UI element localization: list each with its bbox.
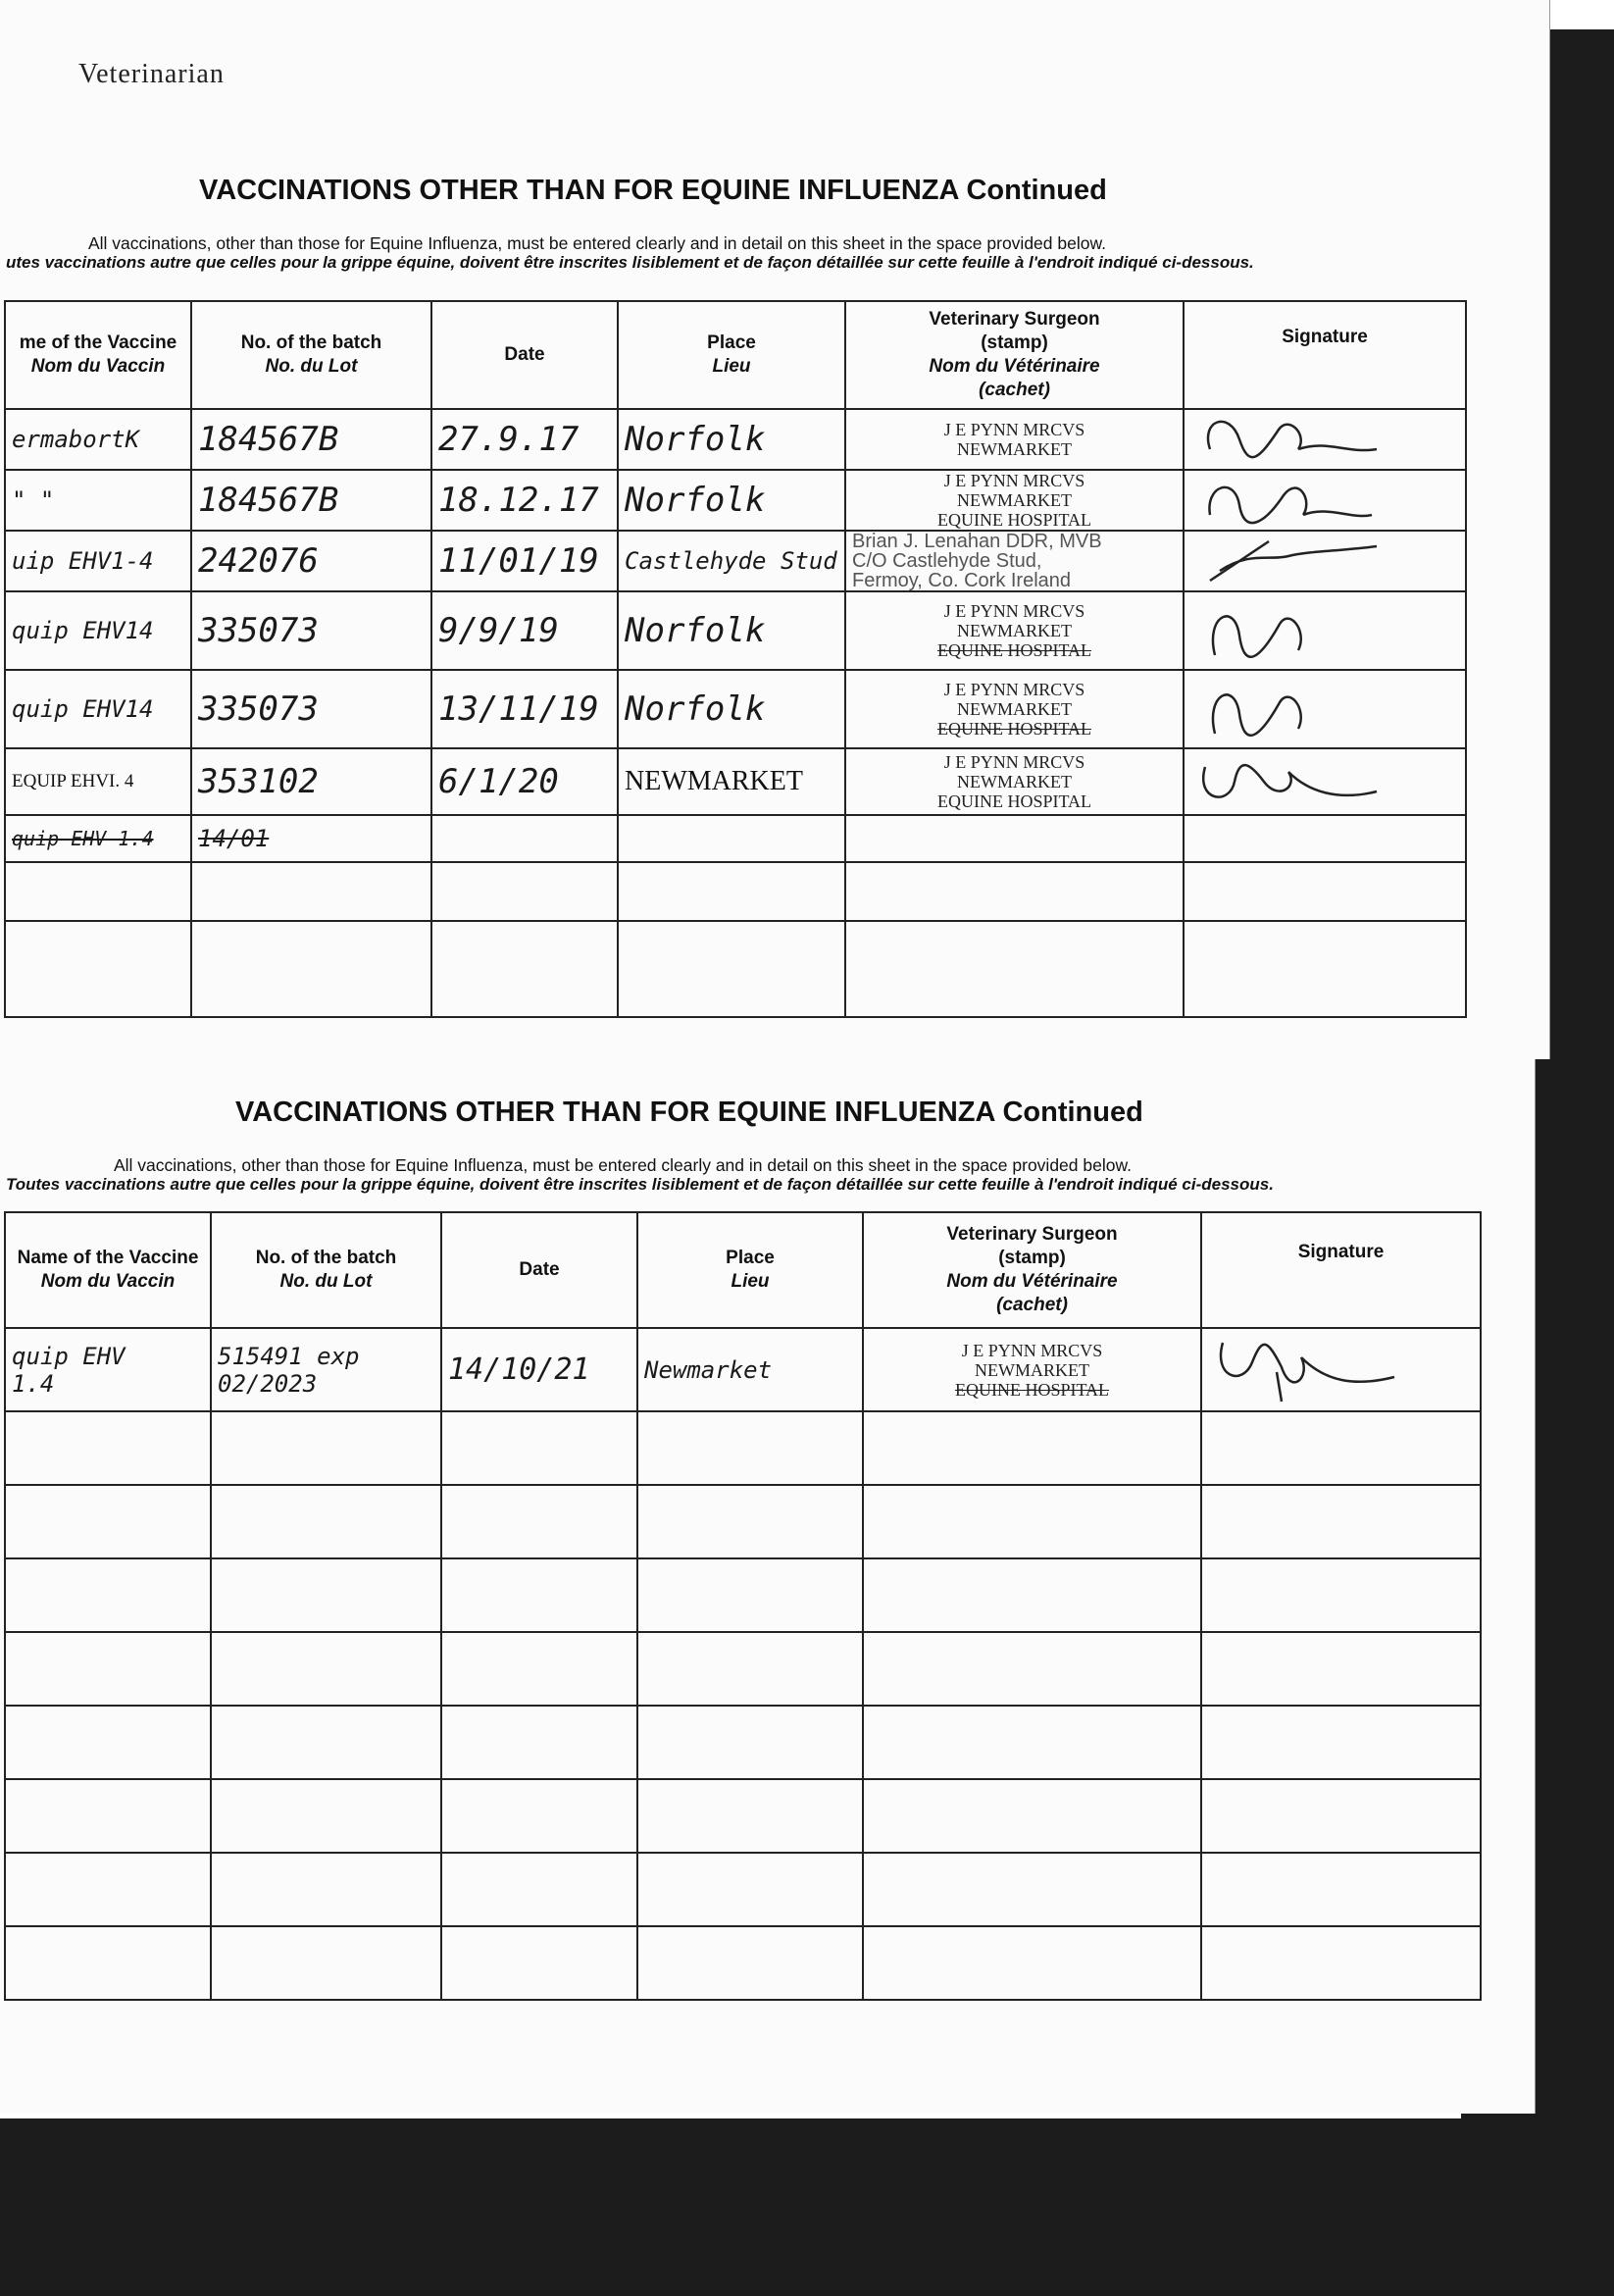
signature-cell [1184, 815, 1466, 862]
signature-scribble [1190, 752, 1387, 811]
col-vet-header: Veterinary Surgeon (stamp) Nom du Vétérinaire (cachet) [845, 301, 1184, 409]
signature-scribble [1190, 532, 1387, 590]
table-row [5, 1779, 1481, 1853]
col-date-header: Date [441, 1212, 637, 1328]
signature-cell [1184, 470, 1466, 531]
col-signature-header: Signature [1201, 1212, 1481, 1328]
place-cell: Norfolk [618, 409, 845, 470]
scan-edge-bottom [0, 2118, 1614, 2296]
table-row [5, 670, 1466, 748]
signature-scribble [1190, 471, 1387, 530]
col-batch-header: No. of the batch No. du Lot [211, 1212, 441, 1328]
batch-cell: 515491 exp 02/2023 [211, 1328, 441, 1411]
place-cell: NEWMARKET [618, 748, 845, 815]
batch-cell: 335073 [191, 591, 431, 670]
place-cell: Castlehyde Stud [618, 531, 845, 591]
place-cell: Newmarket [637, 1328, 863, 1411]
col-place-header: Place Lieu [618, 301, 845, 409]
table-row [5, 1706, 1481, 1779]
table-row [5, 1926, 1481, 2000]
vet-stamp: Brian J. Lenahan DDR, MVB C/O Castlehyde Stud, Fermoy, Co. Cork Ireland [845, 531, 1184, 591]
place-cell: Norfolk [618, 670, 845, 748]
section-2-title: VACCINATIONS OTHER THAN FOR EQUINE INFLUENZA Continued [235, 1097, 1143, 1128]
vaccine-cell: EQUIP EHVI. 4 [5, 748, 191, 815]
col-signature-header: Signature [1184, 301, 1466, 409]
section-2-instruction-en: All vaccinations, other than those for Equine Influenza, must be entered clearly and in detail on this sheet in the space provided below. [114, 1155, 1133, 1175]
date-cell: 27.9.17 [431, 409, 618, 470]
vet-stamp [845, 815, 1184, 862]
batch-cell: 184567B [191, 409, 431, 470]
section-1-title: VACCINATIONS OTHER THAN FOR EQUINE INFLUENZA Continued [199, 175, 1107, 206]
section-1-instruction-fr: utes vaccinations autre que celles pour la grippe équine, doivent être inscrites lisiblement et de façon détaillée sur cette feuille à l'endroit indiqué ci-dessous. [6, 253, 1254, 272]
table-row [5, 1558, 1481, 1632]
signature-scribble [1190, 675, 1387, 743]
col-vaccine-header: me of the Vaccine Nom du Vaccin [5, 301, 191, 409]
table-row [5, 1853, 1481, 1926]
col-batch-header: No. of the batch No. du Lot [191, 301, 431, 409]
date-cell: 18.12.17 [431, 470, 618, 531]
table-row [5, 748, 1466, 815]
table-row [5, 1328, 1481, 1411]
batch-cell: 335073 [191, 670, 431, 748]
batch-cell: 184567B [191, 470, 431, 531]
table-row [5, 409, 1466, 470]
batch-cell: 242076 [191, 531, 431, 591]
vaccine-cell: quip EHV14 [5, 591, 191, 670]
section-2-instruction-fr: Toutes vaccinations autre que celles pour la grippe équine, doivent être inscrites lisiblement et de façon détaillée sur cette feuille à l'endroit indiqué ci-dessous. [6, 1175, 1274, 1194]
vaccine-cell: quip EHV14 [5, 670, 191, 748]
signature-scribble [1190, 596, 1387, 665]
signature-scribble [1190, 410, 1387, 469]
vet-stamp: J E PYNN MRCVS NEWMARKET [845, 409, 1184, 470]
date-cell [431, 815, 618, 862]
date-cell: 6/1/20 [431, 748, 618, 815]
table-row [5, 1485, 1481, 1558]
table-row [5, 1411, 1481, 1485]
vaccine-cell: uip EHV1-4 [5, 531, 191, 591]
date-cell: 13/11/19 [431, 670, 618, 748]
table-row [5, 862, 1466, 921]
vet-stamp: J E PYNN MRCVS NEWMARKET EQUINE HOSPITAL [845, 748, 1184, 815]
date-cell: 11/01/19 [431, 531, 618, 591]
signature-cell [1201, 1328, 1481, 1411]
date-cell: 9/9/19 [431, 591, 618, 670]
vet-stamp: J E PYNN MRCVS NEWMARKET EQUINE HOSPITAL [863, 1328, 1201, 1411]
col-vet-header: Veterinary Surgeon (stamp) Nom du Vétérinaire (cachet) [863, 1212, 1201, 1328]
col-date-header: Date [431, 301, 618, 409]
vet-stamp: J E PYNN MRCVS NEWMARKET EQUINE HOSPITAL [845, 670, 1184, 748]
col-place-header: Place Lieu [637, 1212, 863, 1328]
signature-cell [1184, 591, 1466, 670]
signature-cell [1184, 670, 1466, 748]
table-row [5, 1632, 1481, 1706]
signature-scribble [1208, 1333, 1404, 1406]
signature-cell [1184, 748, 1466, 815]
vaccine-cell: " " [5, 470, 191, 531]
place-cell [618, 815, 845, 862]
section-1-header-row [5, 301, 1466, 409]
col-vaccine-header: Name of the Vaccine Nom du Vaccin [5, 1212, 211, 1328]
table-row [5, 815, 1466, 862]
batch-cell: 14/01 [191, 815, 431, 862]
table-row [5, 470, 1466, 531]
place-cell: Norfolk [618, 470, 845, 531]
section-2-table [4, 1211, 1482, 2001]
vet-stamp: J E PYNN MRCVS NEWMARKET EQUINE HOSPITAL [845, 470, 1184, 531]
place-cell: Norfolk [618, 591, 845, 670]
vet-stamp: J E PYNN MRCVS NEWMARKET EQUINE HOSPITAL [845, 591, 1184, 670]
vaccine-cell: ermabortK [5, 409, 191, 470]
section-1-table [4, 300, 1467, 1018]
vaccine-cell: quip EHV 1.4 [5, 1328, 211, 1411]
vaccine-cell: quip EHV 1.4 [5, 815, 191, 862]
date-cell: 14/10/21 [441, 1328, 637, 1411]
signature-cell [1184, 531, 1466, 591]
table-row [5, 531, 1466, 591]
section-1-instruction-en: All vaccinations, other than those for Equine Influenza, must be entered clearly and in detail on this sheet in the space provided below. [88, 233, 1107, 253]
table-row [5, 921, 1466, 1017]
veterinarian-header: Veterinarian [78, 59, 225, 89]
table-row [5, 591, 1466, 670]
signature-cell [1184, 409, 1466, 470]
batch-cell: 353102 [191, 748, 431, 815]
section-2-header-row [5, 1212, 1481, 1328]
